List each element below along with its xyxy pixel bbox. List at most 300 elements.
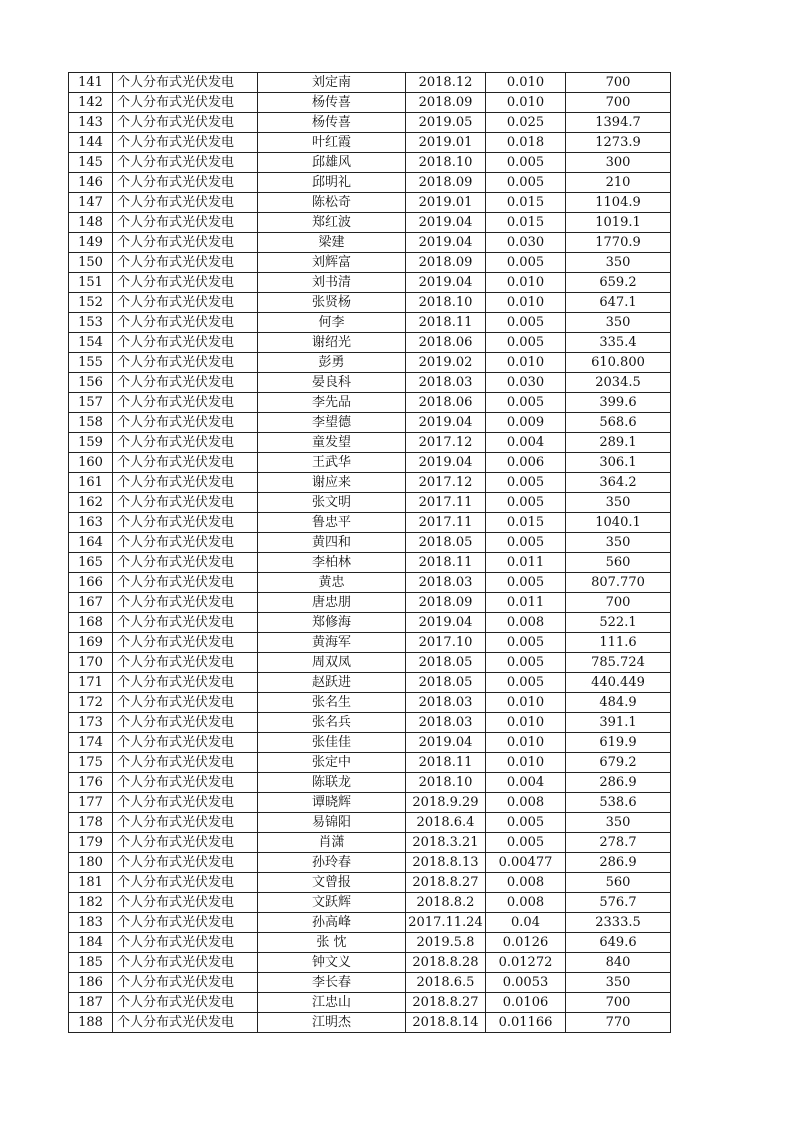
amount-cell: 538.6 xyxy=(566,793,671,813)
amount-cell: 278.7 xyxy=(566,833,671,853)
amount-cell: 700 xyxy=(566,93,671,113)
table-row xyxy=(69,153,671,173)
date-cell: 2018.03 xyxy=(406,573,486,593)
amount-cell: 610.800 xyxy=(566,353,671,373)
amount-cell: 289.1 xyxy=(566,433,671,453)
project-type-cell: 个人分布式光伏发电 xyxy=(113,953,258,973)
date-cell: 2018.09 xyxy=(406,253,486,273)
capacity-cell: 0.005 xyxy=(486,473,566,493)
row-number-cell: 162 xyxy=(69,493,113,513)
project-type-cell: 个人分布式光伏发电 xyxy=(113,993,258,1013)
capacity-cell: 0.005 xyxy=(486,153,566,173)
project-type-cell: 个人分布式光伏发电 xyxy=(113,173,258,193)
project-type-cell: 个人分布式光伏发电 xyxy=(113,773,258,793)
capacity-cell: 0.005 xyxy=(486,633,566,653)
row-number-cell: 155 xyxy=(69,353,113,373)
project-type-cell: 个人分布式光伏发电 xyxy=(113,473,258,493)
amount-cell: 306.1 xyxy=(566,453,671,473)
row-number-cell: 167 xyxy=(69,593,113,613)
date-cell: 2018.8.2 xyxy=(406,893,486,913)
project-type-cell: 个人分布式光伏发电 xyxy=(113,533,258,553)
table-row xyxy=(69,833,671,853)
date-cell: 2017.11 xyxy=(406,513,486,533)
date-cell: 2018.11 xyxy=(406,553,486,573)
row-number-cell: 144 xyxy=(69,133,113,153)
table-row xyxy=(69,273,671,293)
owner-name-cell: 江明杰 xyxy=(258,1013,406,1033)
row-number-cell: 174 xyxy=(69,733,113,753)
capacity-cell: 0.006 xyxy=(486,453,566,473)
capacity-cell: 0.005 xyxy=(486,533,566,553)
project-type-cell: 个人分布式光伏发电 xyxy=(113,493,258,513)
capacity-cell: 0.018 xyxy=(486,133,566,153)
date-cell: 2017.11.24 xyxy=(406,913,486,933)
row-number-cell: 169 xyxy=(69,633,113,653)
amount-cell: 1104.9 xyxy=(566,193,671,213)
table-row xyxy=(69,993,671,1013)
amount-cell: 560 xyxy=(566,553,671,573)
amount-cell: 300 xyxy=(566,153,671,173)
capacity-cell: 0.010 xyxy=(486,73,566,93)
table-row xyxy=(69,953,671,973)
amount-cell: 350 xyxy=(566,313,671,333)
owner-name-cell: 童发望 xyxy=(258,433,406,453)
row-number-cell: 157 xyxy=(69,393,113,413)
table-row xyxy=(69,73,671,93)
date-cell: 2017.12 xyxy=(406,473,486,493)
capacity-cell: 0.0106 xyxy=(486,993,566,1013)
owner-name-cell: 文曾报 xyxy=(258,873,406,893)
capacity-cell: 0.025 xyxy=(486,113,566,133)
capacity-cell: 0.005 xyxy=(486,393,566,413)
project-type-cell: 个人分布式光伏发电 xyxy=(113,653,258,673)
row-number-cell: 152 xyxy=(69,293,113,313)
capacity-cell: 0.01166 xyxy=(486,1013,566,1033)
table-row xyxy=(69,473,671,493)
project-type-cell: 个人分布式光伏发电 xyxy=(113,733,258,753)
row-number-cell: 184 xyxy=(69,933,113,953)
row-number-cell: 160 xyxy=(69,453,113,473)
row-number-cell: 154 xyxy=(69,333,113,353)
row-number-cell: 156 xyxy=(69,373,113,393)
amount-cell: 2333.5 xyxy=(566,913,671,933)
date-cell: 2018.8.27 xyxy=(406,993,486,1013)
project-type-cell: 个人分布式光伏发电 xyxy=(113,793,258,813)
capacity-cell: 0.005 xyxy=(486,653,566,673)
capacity-cell: 0.005 xyxy=(486,573,566,593)
table-row xyxy=(69,193,671,213)
data-table xyxy=(68,72,671,1033)
project-type-cell: 个人分布式光伏发电 xyxy=(113,973,258,993)
table-row xyxy=(69,233,671,253)
table-row xyxy=(69,293,671,313)
table-row xyxy=(69,313,671,333)
capacity-cell: 0.004 xyxy=(486,433,566,453)
date-cell: 2018.6.4 xyxy=(406,813,486,833)
table-row xyxy=(69,573,671,593)
table-row xyxy=(69,353,671,373)
date-cell: 2018.06 xyxy=(406,393,486,413)
project-type-cell: 个人分布式光伏发电 xyxy=(113,73,258,93)
row-number-cell: 177 xyxy=(69,793,113,813)
table-row xyxy=(69,653,671,673)
owner-name-cell: 谭晓辉 xyxy=(258,793,406,813)
row-number-cell: 179 xyxy=(69,833,113,853)
table-row xyxy=(69,773,671,793)
date-cell: 2019.05 xyxy=(406,113,486,133)
project-type-cell: 个人分布式光伏发电 xyxy=(113,233,258,253)
row-number-cell: 170 xyxy=(69,653,113,673)
row-number-cell: 153 xyxy=(69,313,113,333)
owner-name-cell: 梁建 xyxy=(258,233,406,253)
table-row xyxy=(69,753,671,773)
amount-cell: 647.1 xyxy=(566,293,671,313)
table-row xyxy=(69,813,671,833)
capacity-cell: 0.010 xyxy=(486,713,566,733)
owner-name-cell: 邱雄风 xyxy=(258,153,406,173)
row-number-cell: 148 xyxy=(69,213,113,233)
table-row xyxy=(69,913,671,933)
capacity-cell: 0.008 xyxy=(486,793,566,813)
document-page xyxy=(68,72,671,1033)
date-cell: 2019.02 xyxy=(406,353,486,373)
project-type-cell: 个人分布式光伏发电 xyxy=(113,313,258,333)
date-cell: 2019.04 xyxy=(406,613,486,633)
owner-name-cell: 黄忠 xyxy=(258,573,406,593)
project-type-cell: 个人分布式光伏发电 xyxy=(113,1013,258,1033)
date-cell: 2019.04 xyxy=(406,233,486,253)
capacity-cell: 0.005 xyxy=(486,313,566,333)
table-row xyxy=(69,113,671,133)
date-cell: 2019.5.8 xyxy=(406,933,486,953)
date-cell: 2018.03 xyxy=(406,713,486,733)
owner-name-cell: 刘定南 xyxy=(258,73,406,93)
amount-cell: 391.1 xyxy=(566,713,671,733)
project-type-cell: 个人分布式光伏发电 xyxy=(113,253,258,273)
owner-name-cell: 文跃辉 xyxy=(258,893,406,913)
amount-cell: 770 xyxy=(566,1013,671,1033)
capacity-cell: 0.005 xyxy=(486,493,566,513)
table-row xyxy=(69,873,671,893)
row-number-cell: 185 xyxy=(69,953,113,973)
table-row xyxy=(69,93,671,113)
row-number-cell: 149 xyxy=(69,233,113,253)
date-cell: 2018.06 xyxy=(406,333,486,353)
row-number-cell: 172 xyxy=(69,693,113,713)
owner-name-cell: 李望德 xyxy=(258,413,406,433)
project-type-cell: 个人分布式光伏发电 xyxy=(113,753,258,773)
amount-cell: 619.9 xyxy=(566,733,671,753)
owner-name-cell: 张贤杨 xyxy=(258,293,406,313)
amount-cell: 350 xyxy=(566,973,671,993)
amount-cell: 840 xyxy=(566,953,671,973)
date-cell: 2018.09 xyxy=(406,173,486,193)
row-number-cell: 182 xyxy=(69,893,113,913)
owner-name-cell: 赵跃进 xyxy=(258,673,406,693)
amount-cell: 659.2 xyxy=(566,273,671,293)
owner-name-cell: 王武华 xyxy=(258,453,406,473)
amount-cell: 700 xyxy=(566,593,671,613)
project-type-cell: 个人分布式光伏发电 xyxy=(113,393,258,413)
table-row xyxy=(69,973,671,993)
owner-name-cell: 孙高峰 xyxy=(258,913,406,933)
table-row xyxy=(69,593,671,613)
capacity-cell: 0.008 xyxy=(486,613,566,633)
capacity-cell: 0.011 xyxy=(486,553,566,573)
amount-cell: 560 xyxy=(566,873,671,893)
date-cell: 2019.01 xyxy=(406,193,486,213)
table-row xyxy=(69,513,671,533)
project-type-cell: 个人分布式光伏发电 xyxy=(113,813,258,833)
project-type-cell: 个人分布式光伏发电 xyxy=(113,373,258,393)
date-cell: 2018.3.21 xyxy=(406,833,486,853)
project-type-cell: 个人分布式光伏发电 xyxy=(113,853,258,873)
date-cell: 2019.04 xyxy=(406,733,486,753)
amount-cell: 335.4 xyxy=(566,333,671,353)
project-type-cell: 个人分布式光伏发电 xyxy=(113,673,258,693)
owner-name-cell: 刘书清 xyxy=(258,273,406,293)
owner-name-cell: 鲁忠平 xyxy=(258,513,406,533)
amount-cell: 2034.5 xyxy=(566,373,671,393)
project-type-cell: 个人分布式光伏发电 xyxy=(113,193,258,213)
capacity-cell: 0.030 xyxy=(486,373,566,393)
owner-name-cell: 谢应来 xyxy=(258,473,406,493)
row-number-cell: 151 xyxy=(69,273,113,293)
owner-name-cell: 张文明 xyxy=(258,493,406,513)
project-type-cell: 个人分布式光伏发电 xyxy=(113,933,258,953)
capacity-cell: 0.008 xyxy=(486,893,566,913)
row-number-cell: 173 xyxy=(69,713,113,733)
capacity-cell: 0.011 xyxy=(486,593,566,613)
owner-name-cell: 何李 xyxy=(258,313,406,333)
table-row xyxy=(69,553,671,573)
amount-cell: 111.6 xyxy=(566,633,671,653)
owner-name-cell: 晏良科 xyxy=(258,373,406,393)
date-cell: 2018.9.29 xyxy=(406,793,486,813)
amount-cell: 1273.9 xyxy=(566,133,671,153)
table-row xyxy=(69,173,671,193)
project-type-cell: 个人分布式光伏发电 xyxy=(113,333,258,353)
owner-name-cell: 张名生 xyxy=(258,693,406,713)
amount-cell: 700 xyxy=(566,73,671,93)
row-number-cell: 164 xyxy=(69,533,113,553)
row-number-cell: 143 xyxy=(69,113,113,133)
capacity-cell: 0.005 xyxy=(486,173,566,193)
date-cell: 2018.11 xyxy=(406,313,486,333)
table-row xyxy=(69,433,671,453)
capacity-cell: 0.04 xyxy=(486,913,566,933)
project-type-cell: 个人分布式光伏发电 xyxy=(113,693,258,713)
date-cell: 2018.11 xyxy=(406,753,486,773)
project-type-cell: 个人分布式光伏发电 xyxy=(113,133,258,153)
owner-name-cell: 钟文义 xyxy=(258,953,406,973)
date-cell: 2019.04 xyxy=(406,213,486,233)
row-number-cell: 178 xyxy=(69,813,113,833)
amount-cell: 1040.1 xyxy=(566,513,671,533)
date-cell: 2018.8.14 xyxy=(406,1013,486,1033)
table-row xyxy=(69,793,671,813)
date-cell: 2018.03 xyxy=(406,693,486,713)
date-cell: 2019.04 xyxy=(406,413,486,433)
amount-cell: 210 xyxy=(566,173,671,193)
project-type-cell: 个人分布式光伏发电 xyxy=(113,153,258,173)
capacity-cell: 0.010 xyxy=(486,733,566,753)
amount-cell: 807.770 xyxy=(566,573,671,593)
amount-cell: 649.6 xyxy=(566,933,671,953)
table-row xyxy=(69,253,671,273)
date-cell: 2019.04 xyxy=(406,453,486,473)
amount-cell: 1019.1 xyxy=(566,213,671,233)
row-number-cell: 141 xyxy=(69,73,113,93)
amount-cell: 568.6 xyxy=(566,413,671,433)
table-row xyxy=(69,413,671,433)
owner-name-cell: 郑修海 xyxy=(258,613,406,633)
amount-cell: 350 xyxy=(566,813,671,833)
capacity-cell: 0.010 xyxy=(486,293,566,313)
capacity-cell: 0.004 xyxy=(486,773,566,793)
row-number-cell: 163 xyxy=(69,513,113,533)
project-type-cell: 个人分布式光伏发电 xyxy=(113,353,258,373)
amount-cell: 286.9 xyxy=(566,853,671,873)
row-number-cell: 142 xyxy=(69,93,113,113)
project-type-cell: 个人分布式光伏发电 xyxy=(113,513,258,533)
table-row xyxy=(69,853,671,873)
owner-name-cell: 杨传喜 xyxy=(258,93,406,113)
capacity-cell: 0.010 xyxy=(486,753,566,773)
owner-name-cell: 叶红霞 xyxy=(258,133,406,153)
date-cell: 2018.12 xyxy=(406,73,486,93)
owner-name-cell: 黄四和 xyxy=(258,533,406,553)
row-number-cell: 183 xyxy=(69,913,113,933)
row-number-cell: 168 xyxy=(69,613,113,633)
owner-name-cell: 张 忱 xyxy=(258,933,406,953)
date-cell: 2018.05 xyxy=(406,533,486,553)
date-cell: 2018.10 xyxy=(406,293,486,313)
date-cell: 2018.05 xyxy=(406,653,486,673)
row-number-cell: 176 xyxy=(69,773,113,793)
date-cell: 2019.04 xyxy=(406,273,486,293)
project-type-cell: 个人分布式光伏发电 xyxy=(113,453,258,473)
project-type-cell: 个人分布式光伏发电 xyxy=(113,713,258,733)
capacity-cell: 0.010 xyxy=(486,693,566,713)
capacity-cell: 0.0126 xyxy=(486,933,566,953)
amount-cell: 576.7 xyxy=(566,893,671,913)
row-number-cell: 188 xyxy=(69,1013,113,1033)
amount-cell: 1394.7 xyxy=(566,113,671,133)
project-type-cell: 个人分布式光伏发电 xyxy=(113,613,258,633)
capacity-cell: 0.015 xyxy=(486,513,566,533)
amount-cell: 364.2 xyxy=(566,473,671,493)
table-row xyxy=(69,633,671,653)
amount-cell: 350 xyxy=(566,253,671,273)
capacity-cell: 0.008 xyxy=(486,873,566,893)
project-type-cell: 个人分布式光伏发电 xyxy=(113,573,258,593)
capacity-cell: 0.01272 xyxy=(486,953,566,973)
date-cell: 2017.11 xyxy=(406,493,486,513)
capacity-cell: 0.010 xyxy=(486,273,566,293)
project-type-cell: 个人分布式光伏发电 xyxy=(113,213,258,233)
table-row xyxy=(69,373,671,393)
date-cell: 2019.01 xyxy=(406,133,486,153)
capacity-cell: 0.010 xyxy=(486,93,566,113)
date-cell: 2018.05 xyxy=(406,673,486,693)
amount-cell: 399.6 xyxy=(566,393,671,413)
owner-name-cell: 黄海军 xyxy=(258,633,406,653)
row-number-cell: 165 xyxy=(69,553,113,573)
date-cell: 2017.10 xyxy=(406,633,486,653)
table-row xyxy=(69,1013,671,1033)
project-type-cell: 个人分布式光伏发电 xyxy=(113,833,258,853)
project-type-cell: 个人分布式光伏发电 xyxy=(113,633,258,653)
capacity-cell: 0.005 xyxy=(486,813,566,833)
owner-name-cell: 江忠山 xyxy=(258,993,406,1013)
date-cell: 2018.8.27 xyxy=(406,873,486,893)
amount-cell: 484.9 xyxy=(566,693,671,713)
table-body xyxy=(69,73,671,1033)
project-type-cell: 个人分布式光伏发电 xyxy=(113,273,258,293)
capacity-cell: 0.005 xyxy=(486,673,566,693)
capacity-cell: 0.0053 xyxy=(486,973,566,993)
project-type-cell: 个人分布式光伏发电 xyxy=(113,293,258,313)
owner-name-cell: 邱明礼 xyxy=(258,173,406,193)
owner-name-cell: 郑红波 xyxy=(258,213,406,233)
capacity-cell: 0.00477 xyxy=(486,853,566,873)
owner-name-cell: 张名兵 xyxy=(258,713,406,733)
project-type-cell: 个人分布式光伏发电 xyxy=(113,433,258,453)
date-cell: 2018.09 xyxy=(406,93,486,113)
capacity-cell: 0.015 xyxy=(486,213,566,233)
owner-name-cell: 易锦阳 xyxy=(258,813,406,833)
table-row xyxy=(69,713,671,733)
table-row xyxy=(69,613,671,633)
owner-name-cell: 张佳佳 xyxy=(258,733,406,753)
date-cell: 2018.10 xyxy=(406,153,486,173)
owner-name-cell: 李先品 xyxy=(258,393,406,413)
amount-cell: 350 xyxy=(566,493,671,513)
table-row xyxy=(69,893,671,913)
date-cell: 2018.03 xyxy=(406,373,486,393)
capacity-cell: 0.010 xyxy=(486,353,566,373)
table-row xyxy=(69,533,671,553)
amount-cell: 522.1 xyxy=(566,613,671,633)
row-number-cell: 181 xyxy=(69,873,113,893)
owner-name-cell: 陈松奇 xyxy=(258,193,406,213)
owner-name-cell: 谢绍光 xyxy=(258,333,406,353)
date-cell: 2018.8.28 xyxy=(406,953,486,973)
row-number-cell: 187 xyxy=(69,993,113,1013)
project-type-cell: 个人分布式光伏发电 xyxy=(113,413,258,433)
capacity-cell: 0.030 xyxy=(486,233,566,253)
owner-name-cell: 刘辉富 xyxy=(258,253,406,273)
table-row xyxy=(69,453,671,473)
table-row xyxy=(69,693,671,713)
date-cell: 2017.12 xyxy=(406,433,486,453)
amount-cell: 286.9 xyxy=(566,773,671,793)
owner-name-cell: 周双凤 xyxy=(258,653,406,673)
row-number-cell: 166 xyxy=(69,573,113,593)
capacity-cell: 0.015 xyxy=(486,193,566,213)
project-type-cell: 个人分布式光伏发电 xyxy=(113,93,258,113)
date-cell: 2018.10 xyxy=(406,773,486,793)
row-number-cell: 175 xyxy=(69,753,113,773)
date-cell: 2018.6.5 xyxy=(406,973,486,993)
row-number-cell: 150 xyxy=(69,253,113,273)
amount-cell: 350 xyxy=(566,533,671,553)
table-row xyxy=(69,133,671,153)
amount-cell: 679.2 xyxy=(566,753,671,773)
owner-name-cell: 张定中 xyxy=(258,753,406,773)
row-number-cell: 146 xyxy=(69,173,113,193)
